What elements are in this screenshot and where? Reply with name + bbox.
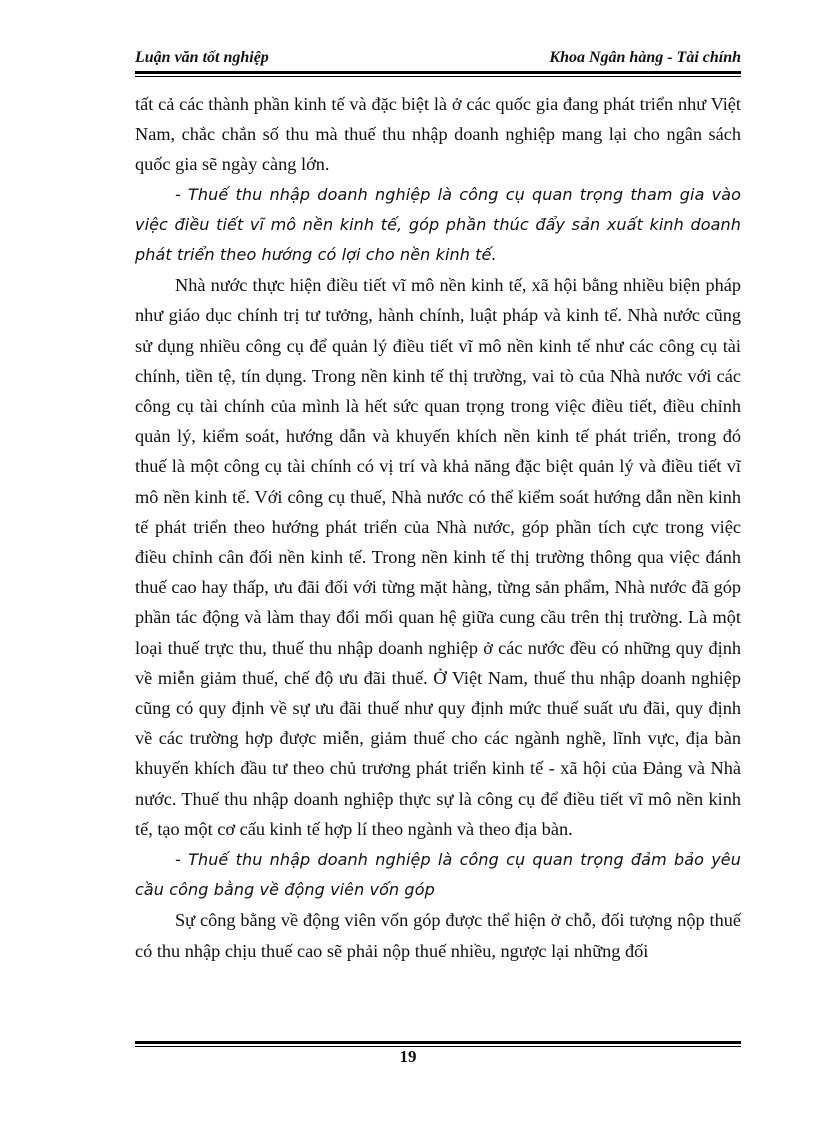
paragraph-italic-point: - Thuế thu nhập doanh nghiệp là công cụ quan trọng đảm bảo yêu cầu công bằng về động viên vốn góp [135,850,741,900]
page-header [135,47,741,71]
header-department: Khoa Ngân hàng - Tài chính [549,49,741,66]
paragraph-body: Sự công bằng về động viên vốn góp được thể hiện ở chỗ, đối tượng nộp thuế có thu nhập chịu thuế cao sẽ phải nộp thuế nhiều, ngược lại những đối [135,910,741,961]
paragraph-body: Nhà nước thực hiện điều tiết vĩ mô nền kinh tế, xã hội bằng nhiều biện pháp như giáo dục chính trị tư tưởng, hành chính, luật pháp và kinh tế. Nhà nước cũng sử dụng nhiều công cụ để quản lý điều tiết vĩ mô nền kinh tế như các công cụ tài chính, tiền tệ, tín dụng. Trong nền kinh tế thị trường, vai tò của Nhà nước với các công cụ tài chính của mình là hết sức quan trọng trong việc điều tiết, điều chỉnh quản lý, kiểm soát, hướng dẫn và khuyến khích nền kinh tế phát triển, trong đó thuế là một công cụ tài chính có vị trí và khả năng đặc biệt quản lý và điều tiết vĩ mô nền kinh tế. Với công cụ thuế, Nhà nước có thể kiểm soát hướng dẫn nền kinh tế phát triển theo hướng phát triển của Nhà nước, góp phần tích cực trong việc điều chỉnh cân đối nền kinh tế. Trong nền kinh tế thị trường thông qua việc đánh thuế cao hay thấp, ưu đãi đối với từng mặt hàng, từng sản phẩm, Nhà nước đã góp phần tác động và làm thay đổi mối quan hệ giữa cung cầu trên thị trường. Là một loại thuế trực thu, thuế thu nhập doanh nghiệp ở các nước đều có những quy định về miễn giảm thuế, chế độ ưu đãi thuế. Ở Việt Nam, thuế thu nhập doanh nghiệp cũng có quy định về sự ưu đãi thuế như quy định mức thuế suất ưu đãi, quy định về các trường hợp được miễn, giảm thuế cho các ngành nghề, lĩnh vực, địa bàn khuyến khích đầu tư theo chủ trương phát triển kinh tế - xã hội của Đảng và Nhà nước. Thuế thu nhập doanh nghiệp thực sự là công cụ để điều tiết vĩ mô nền kinh tế, tạo một cơ cấu kinh tế hợp lí theo ngành và theo địa bàn. [135,275,741,839]
paragraph-continuation: tất cả các thành phần kinh tế và đặc biệt là ở các quốc gia đang phát triển như Việt Nam, chắc chắn số thu mà thuế thu nhập doanh nghiệp mang lại cho ngân sách quốc gia sẽ ngày càng lớn. [135,94,741,175]
header-rule-thick [135,71,741,74]
header-rule-thin [135,76,741,77]
page-number: 19 [399,1047,417,1066]
header-thesis-title: Luận văn tốt nghiệp [135,49,269,66]
footer-rule-thick [135,1041,741,1044]
paragraph-italic-point: - Thuế thu nhập doanh nghiệp là công cụ quan trọng tham gia vào việc điều tiết vĩ mô nền kinh tế, góp phần thúc đẩy sản xuất kinh doanh phát triển theo hướng có lợi cho nền kinh tế. [135,184,741,265]
page-body [135,89,741,966]
